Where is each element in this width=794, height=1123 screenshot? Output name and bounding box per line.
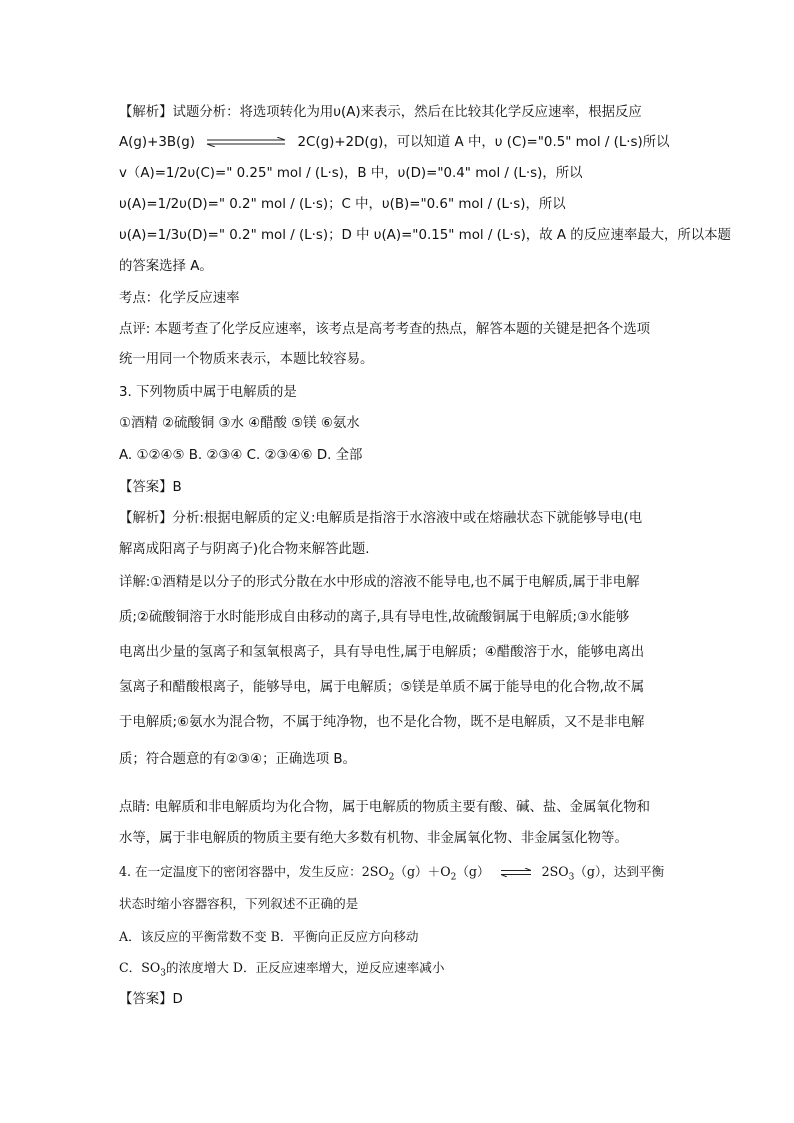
- detail-line-4: 氢离子和醋酸根离子，能够导电，属于电解质；⑤镁是单质不属于能导电的化合物,故不属: [119, 680, 645, 695]
- question-4-stem-1: [119, 862, 664, 882]
- question-4-stem-2: 状态时缩小容器容积，下列叙述不正确的是: [119, 896, 359, 911]
- question-4-options-ab: A．该反应的平衡常数不变 B．平衡向正反应方向移动: [119, 929, 419, 944]
- subscript: 3: [568, 872, 575, 883]
- subscript: 2: [450, 872, 457, 883]
- analysis-line-5: υ(A)=1/3υ(D)=" 0.2" mol / (L·s)；D 中 υ(A)="0.15" mol / (L·s)，故 A 的反应速率最大，所以本题: [119, 228, 731, 243]
- question-4-options-cd: [119, 958, 445, 978]
- detail-line-3: 电离出少量的氢离子和氢氧根离子，具有导电性,属于电解质；④醋酸溶于水，能够电离出: [119, 645, 645, 660]
- option-c-text: C．SO: [119, 960, 161, 975]
- knowledge-point: 考点：化学反应速率: [119, 291, 240, 306]
- analysis-line-3: v（A)=1/2υ(C)=" 0.25" mol / (L·s)，B 中，υ(D)="0.4" mol / (L·s)，所以: [119, 166, 583, 181]
- analysis-line-1: 【解析】试题分析：将选项转化为用υ(A)来表示，然后在比较其化学反应速率，根据反应: [119, 105, 642, 120]
- subscript: 3: [160, 968, 166, 979]
- question-3-options: A. ①②④⑤ B. ②③④ C. ②③④⑥ D. 全部: [119, 448, 363, 463]
- question-3-stem: 3. 下列物质中属于电解质的是: [119, 385, 297, 400]
- note-line-2: 水等，属于非电解质的物质主要有绝大多数有机物、非金属氧化物、非金属氢化物等。: [119, 831, 628, 846]
- equilibrium-arrow-icon: [205, 137, 287, 147]
- analysis-line-6: 的答案选择 A。: [119, 259, 213, 274]
- stem-text-d: 2SO: [541, 864, 569, 879]
- question-3-analysis-1: 【解析】分析:根据电解质的定义:电解质是指溶于水溶液中或在熔融状态下就能够导电(电: [119, 511, 643, 526]
- question-3-items: ①酒精 ②硫酸铜 ③水 ④醋酸 ⑤镁 ⑥氨水: [119, 416, 360, 431]
- stem-text-b: （g）＋O: [394, 864, 451, 879]
- stem-text-e: （g），达到平衡: [574, 864, 665, 879]
- detail-line-6: 质；符合题意的有②③④；正确选项 B。: [119, 752, 356, 767]
- option-c-d-text: 的浓度增大 D．正反应速率增大，逆反应速率减小: [165, 960, 445, 975]
- detail-line-5: 于电解质;⑥氨水为混合物，不属于纯净物，也不是化合物，既不是电解质，又不是非电解: [119, 715, 645, 730]
- question-4-answer: 【答案】D: [119, 992, 183, 1007]
- products-text: 2C(g)+2D(g)，可以知道 A 中，υ (C)="0.5" mol / (L·s)所以: [297, 135, 670, 150]
- detail-line-2: 质;②硫酸铜溶于水时能形成自由移动的离子,具有导电性,故硫酸铜属于电解质;③水能够: [119, 610, 630, 625]
- equation-line: [119, 133, 670, 153]
- note-line-1: 点睛: 电解质和非电解质均为化合物，属于电解质的物质主要有酸、碱、盐、金属氧化物和: [119, 800, 650, 815]
- equilibrium-arrow-icon: [500, 868, 532, 877]
- question-3-answer: 【答案】B: [119, 480, 182, 495]
- subscript: 2: [388, 872, 395, 883]
- comment-line-1: 点评: 本题考查了化学反应速率，该考点是高考考查的热点，解答本题的关键是把各个选项: [119, 322, 650, 337]
- stem-text-a: 4. 在一定温度下的密闭容器中，发生反应：2SO: [119, 864, 389, 879]
- question-3-analysis-2: 解离成阳离子与阴离子)化合物来解答此题.: [119, 542, 370, 557]
- stem-text-c: （g）: [456, 864, 490, 879]
- detail-line-1: 详解:①酒精是以分子的形式分散在水中形成的溶液不能导电,也不属于电解质,属于非电解: [119, 575, 640, 590]
- comment-line-2: 统一用同一个物质来表示，本题比较容易。: [119, 352, 374, 367]
- analysis-line-4: υ(A)=1/2υ(D)=" 0.2" mol / (L·s)；C 中，υ(B)="0.6" mol / (L·s)，所以: [119, 197, 566, 212]
- reactants-text: A(g)+3B(g): [119, 135, 195, 150]
